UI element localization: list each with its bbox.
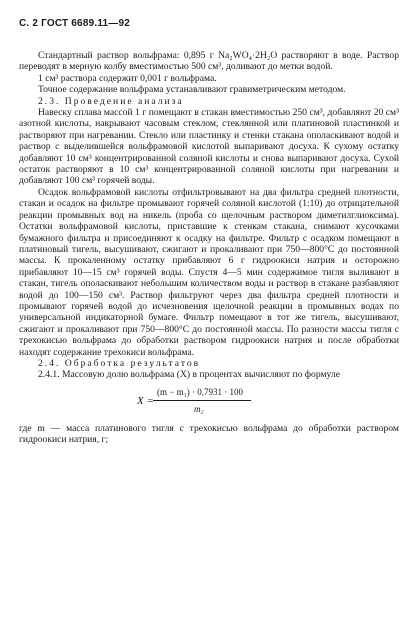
paragraph-standard-solution: Стандартный раствор вольфрама: 0,895 г Na₂WO₄·2H₂O растворяют в воде. Раствор переводят в мерную колбу вместимостью 500 см³, доливают до метки водой. <box>19 50 399 73</box>
formula-numerator: (m − m₁) · 0,7931 · 100 <box>157 386 243 397</box>
section-heading-results: 2.4. Обработка результатов <box>38 357 201 369</box>
paragraph-sample-dissolution: Навеску сплава массой 1 г помещают в стакан вместимостью 250 см³, добавляют 20 см³ азотной кислоты, накрывают часовым стеклом, стеклянной или платиновой пластинкой и растворяют при нагревании. Стекло или пластинку и стенки стакана ополаскивают водой и раствор с выделившейся вольфрамовой кислотой выпаривают досуха. К сухому остатку добавляют 10 см³ концентрированной соляной кислоты и снова выпаривают досуха. Сухой остаток растворяют в 10 см³ концентрированной соляной кислоты при нагревании и добавляют 100 см³ горячей воды. <box>19 107 399 187</box>
document-body <box>19 50 399 446</box>
page-header: С. 2 ГОСТ 6689.11—92 <box>19 18 131 29</box>
section-heading-procedure: 2.3. Проведение анализа <box>38 95 184 107</box>
paragraph-tungsten-content: Точное содержание вольфрама устанавливают гравиметрическим методом. <box>38 84 346 96</box>
paragraph-formula-intro: 2.4.1. Массовую долю вольфрама (X) в процентах вычисляют по формуле <box>38 369 340 381</box>
paragraph-solution-content: 1 см³ раствора содержит 0,001 г вольфрама. <box>38 72 217 84</box>
tungsten-formula <box>19 385 399 421</box>
formula-lhs: X = <box>137 394 154 407</box>
paragraph-precipitate-processing: Осадок вольфрамовой кислоты отфильтровывают на два фильтра средней плотности, стакан и осадок на фильтре промывают горячей соляной кислотой (1:10) до отрицательной реакции промывных вод на никель (проба со щелочным раствором диметилглиоксима). Остатки вольфрамовой кислоты, приставшие к стенкам стакана, снимают кусочками бумажного фильтра и присоединяют к осадку на фильтре. Фильтр с осадком помещают в платиновый тигель, высушивают, сжигают и прокаливают при 750—800°С до постоянной массы. К прокаленному остатку прибавляют 6 г гидроокиси натрия и осторожно прибавляют 10—15 см³ горячей воды. Спустя 4—5 мин содержимое тигля выливают в стакан, тигель ополаскивают небольшим количеством воды и раствор в стакане разбавляют водой до 100—150 см³. Раствор фильтруют через два фильтра средней плотности и промывают горячей водой до исчезновения щелочной реакции в промывных водах по универсальной индикаторной бумаге. Фильтр помещают в тот же тигель, высушивают, сжигают и прокаливают при 750—800°С до постоянной массы. По разности массы тигля с трехокисью вольфрама до обработки раствором гидроокиси натрия и после обработки находят содержание трехокиси вольфрама. <box>19 186 399 358</box>
paragraph-where-definition: где m — масса платинового тигля с трехокисью вольфрама до обработки раствором гидроокиси натрия, г; <box>19 422 399 446</box>
formula-denominator: m₂ <box>194 403 204 414</box>
formula-fraction-bar <box>153 400 251 401</box>
